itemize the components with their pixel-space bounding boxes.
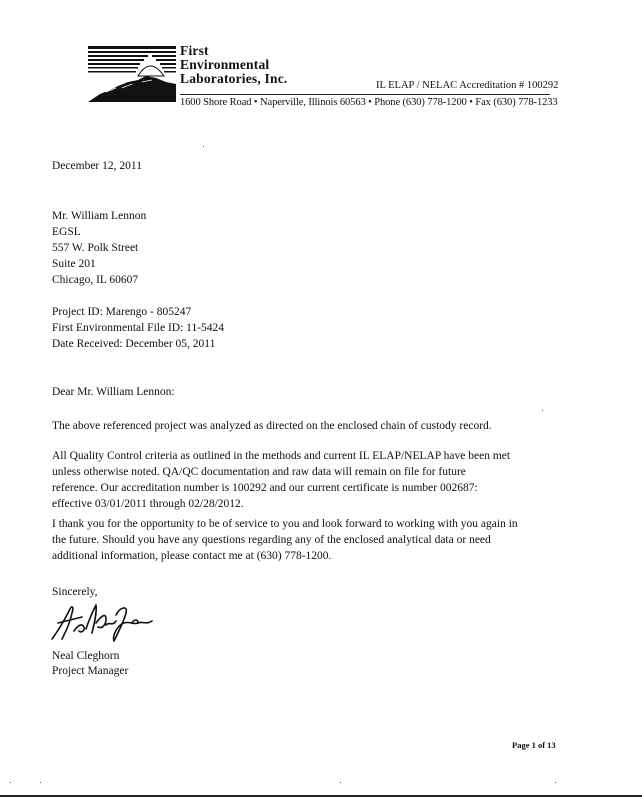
salutation: Dear Mr. William Lennon: (52, 386, 175, 398)
recipient-street: 557 W. Polk Street (52, 242, 139, 254)
body-paragraph-3-line-2: the future. Should you have any questions regarding any of the enclosed analytical data or need (52, 534, 491, 546)
company-name-line2: Environmental (180, 57, 270, 72)
signer-name: Neal Cleghorn (52, 650, 120, 662)
scan-speck (10, 782, 11, 783)
recipient-city: Chicago, IL 60607 (52, 274, 139, 286)
file-id: First Environmental File ID: 11-5424 (52, 322, 225, 334)
company-name-line1: First (180, 43, 209, 58)
scan-speck (542, 410, 543, 411)
project-id: Project ID: Marengo - 805247 (52, 306, 192, 318)
body-paragraph-2-line-2: unless otherwise noted. QA/QC documentation and raw data will remain on file for future (52, 466, 466, 478)
scan-speck (40, 782, 41, 783)
recipient-company: EGSL (52, 226, 81, 238)
date-received: Date Received: December 05, 2011 (52, 338, 216, 350)
body-paragraph-1: The above referenced project was analyzed as directed on the enclosed chain of custody record. (52, 420, 492, 432)
body-paragraph-3-line-1: I thank you for the opportunity to be of service to you and look forward to working with you again in (52, 518, 518, 530)
recipient-name: Mr. William Lennon (52, 210, 147, 222)
accreditation-number: IL ELAP / NELAC Accreditation # 100292 (376, 80, 559, 91)
letterhead-divider (180, 94, 550, 95)
company-address: 1600 Shore Road • Naperville, Illinois 60563 • Phone (630) 778-1200 • Fax (630) 778-1233 (180, 97, 558, 108)
company-name (180, 44, 287, 86)
page-number: Page 1 of 13 (512, 740, 556, 750)
scan-speck (340, 782, 341, 783)
scan-edge-line (0, 795, 642, 797)
scan-speck (555, 782, 556, 783)
signer-title: Project Manager (52, 665, 129, 677)
closing: Sincerely, (52, 586, 98, 598)
handwritten-signature (48, 595, 158, 645)
body-paragraph-2-line-1: All Quality Control criteria as outlined in the methods and current IL ELAP/NELAP have been met (52, 450, 511, 462)
scan-speck (203, 146, 204, 147)
recipient-suite: Suite 201 (52, 258, 96, 270)
company-name-line3: Laboratories, Inc. (180, 71, 288, 86)
body-paragraph-3-line-3: additional information, please contact me at (630) 778-1200. (52, 550, 332, 562)
body-paragraph-2-line-3: reference. Our accreditation number is 100292 and our current certificate is number 002687: (52, 482, 478, 494)
letter-date: December 12, 2011 (52, 160, 142, 172)
body-paragraph-2-line-4: effective 03/01/2011 through 02/28/2012. (52, 498, 244, 510)
company-logo (86, 42, 178, 102)
